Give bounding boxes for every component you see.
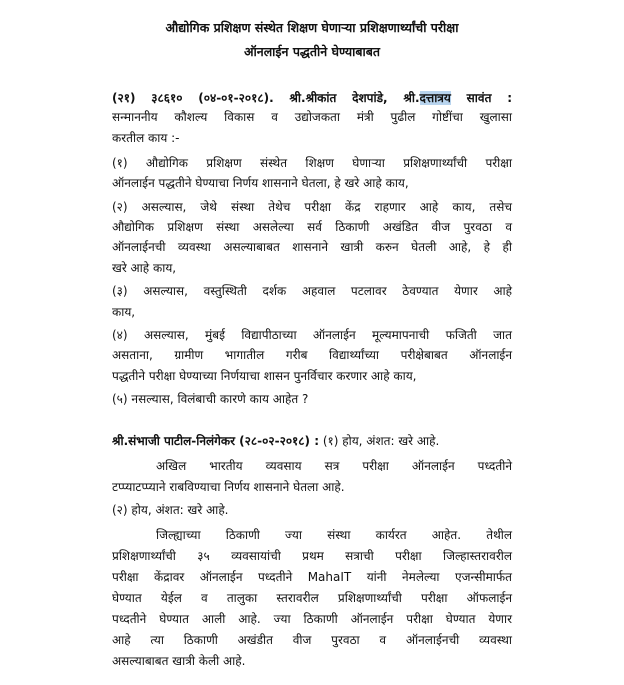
question-item-3-line2: काय, — [112, 305, 136, 319]
question-header-suffix: सावंत : — [450, 91, 512, 105]
question-item-1-line2: ऑनलाईन पद्धतीने घेण्याचा निर्णय शासनाने घेतला, हे खरे आहे काय, — [112, 176, 409, 190]
question-item-2-line2: औद्योगिक प्रशिक्षण संस्था असलेल्या सर्व ठिकाणी अखंडित वीज पुरवठा व — [112, 220, 512, 234]
document-title-line1: औद्योगिक प्रशिक्षण संस्थेत शिक्षण घेणाऱ्या प्रशिक्षणार्थ्यांची परीक्षा — [165, 20, 459, 35]
answer-2-line1: (२) होय, अंशत: खरे आहे. — [112, 503, 229, 517]
question-item-2-line3: ऑनलाईनची व्यवस्था असल्याबाबत शासनाने खात्री करुन घेतली आहे, हे ही — [112, 240, 512, 254]
question-header — [112, 90, 512, 106]
answer-3-line5: पध्दतीने घेण्यात आली आहे. ज्या ठिकाणी ऑनलाईन परीक्षा घेण्यात येणार — [112, 612, 512, 626]
answer-3-line2: प्रशिक्षणार्थ्यांची ३५ व्यवसायांची प्रथम सत्राची परीक्षा जिल्हास्तरावरील — [112, 549, 512, 563]
question-item-2-line1: (२) असल्यास, जेथे संस्था तेथेच परीक्षा केंद्र राहणार आहे काय, तसेच — [112, 200, 512, 214]
answer-3-line7: असल्याबाबत खात्री केली आहे. — [112, 654, 246, 668]
document-title-line2: ऑनलाईन पद्धतीने घेण्याबाबत — [243, 44, 381, 59]
question-intro-line2: करतील काय :- — [112, 131, 180, 145]
question-intro-line1: सन्माननीय कौशल्य विकास व उद्योजकता मंत्री पुढील गोष्टींचा खुलासा — [112, 110, 512, 124]
question-item-2-line4: खरे आहे काय, — [112, 261, 177, 275]
answer-header-reply: (१) होय, अंशत: खरे आहे. — [319, 434, 440, 448]
answer-1-line2: टप्प्याटप्प्याने राबविण्याचा निर्णय शासनाने घेतला आहे. — [112, 480, 345, 494]
answer-header — [112, 433, 512, 449]
answer-3-line6: आहे त्या ठिकाणी अखंडीत वीज पुरवठा व ऑनलाईनची व्यवस्था — [112, 633, 512, 647]
question-item-4-line3: पद्धतीने परीक्षा घेण्याच्या निर्णयाचा शासन पुनर्विचार करणार आहे काय, — [112, 369, 417, 383]
question-item-4-line1: (४) असल्यास, मुंबई विद्यापीठाच्या ऑनलाईन मूल्यमापनाची फजिती जात — [112, 328, 512, 342]
answer-3-line4: घेण्यात येईल व तालुका स्तरावरील प्रशिक्षणार्थ्यांची परीक्षा ऑफलाईन — [112, 591, 512, 605]
answer-3-line3: परीक्षा केंद्रावर ऑनलाईन पध्दतीने MahaIT यांनी नेमलेल्या एजन्सीमार्फत — [112, 570, 512, 584]
highlighted-name[interactable]: दत्तात्रय — [419, 91, 451, 105]
question-item-4-line2: असताना, ग्रामीण भागातील गरीब विद्यार्थ्यांच्या परीक्षेबाबत ऑनलाईन — [112, 348, 512, 362]
question-item-3-line1: (३) असल्यास, वस्तुस्थिती दर्शक अहवाल पटलावर ठेवण्यात येणार आहे — [112, 284, 512, 298]
answer-3-line1: जिल्ह्याच्या ठिकाणी ज्या संस्था कार्यरत आहेत. तेथील — [156, 528, 512, 542]
answer-header-minister: श्री.संभाजी पाटील-निलंगेकर (२८-०२-२०१८) : — [112, 434, 319, 448]
question-item-5-line1: (५) नसल्यास, विलंबाची कारणे काय आहेत ? — [112, 392, 309, 406]
question-header-prefix: (२१) ३८६१० (०४-०१-२०१८). श्री.श्रीकांत देशपांडे, श्री. — [112, 91, 420, 105]
answer-1-line1: अखिल भारतीय व्यवसाय सत्र परीक्षा ऑनलाईन पध्दतीने — [156, 459, 512, 473]
question-item-1-line1: (१) औद्योगिक प्रशिक्षण संस्थेत शिक्षण घेणाऱ्या प्रशिक्षणार्थ्यांची परीक्षा — [112, 156, 512, 170]
